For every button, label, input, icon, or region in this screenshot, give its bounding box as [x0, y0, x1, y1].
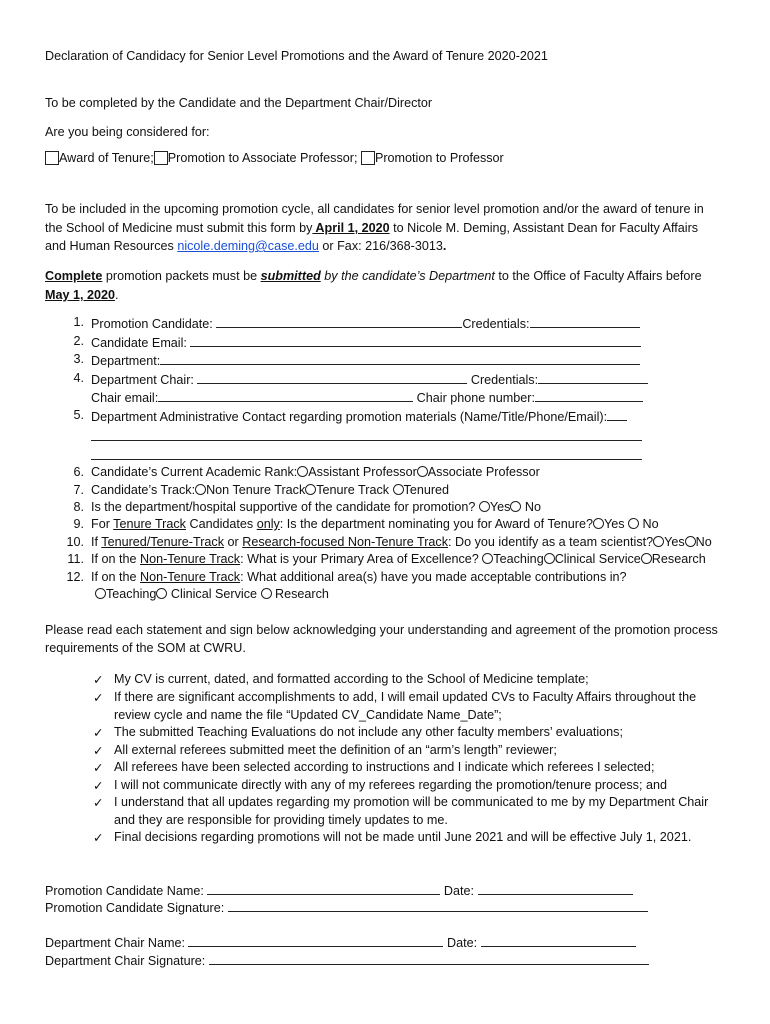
candidate-signature-field[interactable]	[228, 899, 648, 912]
additional-teaching-radio[interactable]	[95, 588, 106, 599]
supportive-yes-radio[interactable]	[479, 501, 490, 512]
admin-contact-line-1[interactable]	[91, 440, 642, 441]
nominating-yes-radio[interactable]	[593, 518, 604, 529]
list-item: I understand that all updates regarding my promotion will be communicated to me by my Department Chair	[114, 795, 709, 809]
chair-date-field[interactable]	[481, 934, 636, 947]
chair-signature-row: Department Chair Signature:	[45, 952, 649, 969]
chair-name-row: Department Chair Name: Date:	[45, 934, 636, 951]
candidate-email-field[interactable]	[190, 334, 641, 347]
additional-clinical-radio[interactable]	[156, 588, 167, 599]
check-icon: ✓	[93, 726, 104, 740]
check-icon: ✓	[93, 796, 104, 810]
department-field[interactable]	[160, 352, 640, 365]
additional-research-radio[interactable]	[261, 588, 272, 599]
promotion-associate-label: Promotion to Associate Professor;	[167, 151, 358, 165]
form-page: Declaration of Candidacy for Senior Level Promotions and the Award of Tenure 2020-2021 To be completed by the Candidate and the Department Chair/Director Are you being considered for: Award of Tenure; Promotion to Associate Professor; Promotion to Professor To be included in the upcoming promotion cycle, all candidates for senior level promotion and/or the award of tenure in the School of Medicine must submit this form by April 1, 2020 to Nicole M. Deming, Assistant Dean for Faculty Affairs and Human Resources nicole.deming@case.edu or Fax: 216/368-3013. Complete promotion packets must be submitted by the candidate’s Department to the Office of Faculty Affairs before May 1, 2020. 1. Promotion Candidate: Credentials: 2. Candidate Email: 3. Department: 4. Department Chair: Credentials: Chair email: Chair phone number: 5. Department Administrative Contact regarding promotion materials (Name/Title/Phone/Email): 6. Candidate’s Current Academic Rank: Assistant Professor Associate Professor 7. Candidate’s Track: Non Tenure Track Tenure Track Tenured 8. Is the department/hospital supportive of the candidate for promotion? Yes No 9. For Tenure Track Candidates only: Is the department nominating you for Award of Tenure? Yes No 10. If Tenured/Tenure-Track or Research-focused Non-Tenure Track: Do you identify as a team scientist? Yes No 11. If on the Non-Tenure Track: What is your Primary Area of Excellence? Teaching Clinical Service Research 12. If on the Non-Tenure Track: What additional area(s) have you made acceptable contributions in? Teaching Clinical Service Research Please read each statement and sign below acknowledging your understanding and agreement of the promotion process requirements of the SOM at CWRU. ✓ My CV is current, dated, and formatted according to the School of Medicine template; ✓ If there are significant accomplishments to add, I will email updated CVs to Faculty Affairs throughout the review cycle and name the file “Updated CV_Candidate Name_Date”; ✓ The submitted Teaching Evaluations do not include any other faculty members’ evaluations; ✓ All external referees submitted meet the definition of an “arm’s length” reviewer; ✓ All referees have been selected according to instructions and I indicate which referees I selected; ✓ I will not communicate directly with any of my referees regarding the promotion/tenure process; and ✓ I understand that all updates regarding my promotion will be communicated to me by my Department Chair and they are responsible for providing timely updates to me. ✓ Final decisions regarding promotions will not be made until June 2021 and will be effective July 1, 2021. Promotion Candidate Name: Date: Promotion Candidate Signature: Department Chair Name: Date: Department Chair Signature:	[45, 49, 718, 968]
award-of-tenure-checkbox[interactable]	[45, 151, 59, 165]
list-item: The submitted Teaching Evaluations do not include any other faculty members’ evaluations;	[114, 725, 623, 739]
chair-credentials-field[interactable]	[538, 371, 648, 384]
track-tenure-radio[interactable]	[305, 484, 316, 495]
candidate-credentials-field[interactable]	[530, 315, 640, 328]
packet-para-line1: Complete promotion packets must be submitted by the candidate’s Department to the Office of Faculty Affairs before	[45, 269, 702, 283]
primary-research-radio[interactable]	[641, 553, 652, 564]
rank-associate-radio[interactable]	[417, 466, 428, 477]
promotion-candidate-field[interactable]	[216, 315, 462, 328]
check-icon: ✓	[93, 779, 104, 793]
chair-signature-field[interactable]	[209, 952, 649, 965]
team-scientist-yes-radio[interactable]	[653, 536, 664, 547]
candidate-name-field[interactable]	[207, 882, 440, 895]
packet-para-line2: May 1, 2020.	[45, 288, 119, 302]
deadline-date: April 1, 2020	[312, 221, 390, 235]
list-item: I will not communicate directly with any of my referees regarding the promotion/tenure process; and	[114, 778, 667, 792]
check-icon: ✓	[93, 673, 104, 687]
candidate-signature-row: Promotion Candidate Signature:	[45, 899, 648, 916]
list-item: My CV is current, dated, and formatted according to the School of Medicine template;	[114, 672, 589, 686]
candidate-date-field[interactable]	[478, 882, 633, 895]
chair-email-field[interactable]	[158, 389, 413, 402]
candidate-name-row: Promotion Candidate Name: Date:	[45, 882, 633, 899]
consideration-options	[45, 150, 504, 166]
deadline-para-line1: To be included in the upcoming promotion cycle, all candidates for senior level promotion and/or the award of tenure in	[45, 202, 704, 216]
deadline-para-line3: and Human Resources nicole.deming@case.edu or Fax: 216/368-3013.	[45, 239, 447, 253]
ack-line1: Please read each statement and sign below acknowledging your understanding and agreement of the promotion process	[45, 623, 718, 637]
primary-clinical-radio[interactable]	[544, 553, 555, 564]
list-item: All external referees submitted meet the definition of an “arm’s length” reviewer;	[114, 743, 557, 757]
check-icon: ✓	[93, 831, 104, 845]
team-scientist-no-radio[interactable]	[685, 536, 696, 547]
nominating-no-radio[interactable]	[628, 518, 639, 529]
list-item: If there are significant accomplishments to add, I will email updated CVs to Faculty Affairs throughout the	[114, 690, 697, 704]
award-of-tenure-label: Award of Tenure;	[59, 151, 154, 165]
supportive-no-radio[interactable]	[510, 501, 521, 512]
ack-line2: requirements of the SOM at CWRU.	[45, 641, 246, 655]
list-item-cont: review cycle and name the file “Updated CV_Candidate Name_Date”;	[114, 708, 502, 722]
admin-contact-field[interactable]	[607, 408, 627, 421]
packet-date: May 1, 2020	[45, 288, 116, 302]
chair-name-field[interactable]	[188, 934, 443, 947]
promotion-professor-checkbox[interactable]	[361, 151, 375, 165]
check-icon: ✓	[93, 691, 104, 705]
list-item: Final decisions regarding promotions will not be made until June 2021 and will be effective July 1, 2021.	[114, 830, 692, 844]
primary-teaching-radio[interactable]	[482, 553, 493, 564]
promotion-professor-label: Promotion to Professor	[374, 151, 504, 165]
deadline-para-line2: the School of Medicine must submit this form by April 1, 2020 to Nicole M. Deming, Assistant Dean for Faculty Affairs	[45, 221, 699, 235]
check-icon: ✓	[93, 761, 104, 775]
list-item: All referees have been selected according to instructions and I indicate which referees I selected;	[114, 760, 655, 774]
track-tenured-radio[interactable]	[393, 484, 404, 495]
consideration-question: Are you being considered for:	[45, 125, 210, 139]
promotion-associate-checkbox[interactable]	[154, 151, 168, 165]
track-non-tenure-radio[interactable]	[195, 484, 206, 495]
check-icon: ✓	[93, 744, 104, 758]
email-link[interactable]: nicole.deming@case.edu	[177, 239, 319, 253]
form-title: Declaration of Candidacy for Senior Level Promotions and the Award of Tenure 2020-2021	[45, 49, 548, 63]
admin-contact-line-2[interactable]	[91, 459, 642, 460]
department-chair-field[interactable]	[197, 371, 467, 384]
intro-text: To be completed by the Candidate and the Department Chair/Director	[45, 96, 433, 110]
list-item-cont: and they are responsible for providing timely updates to me.	[114, 813, 448, 827]
chair-phone-field[interactable]	[535, 389, 643, 402]
rank-assistant-radio[interactable]	[297, 466, 308, 477]
